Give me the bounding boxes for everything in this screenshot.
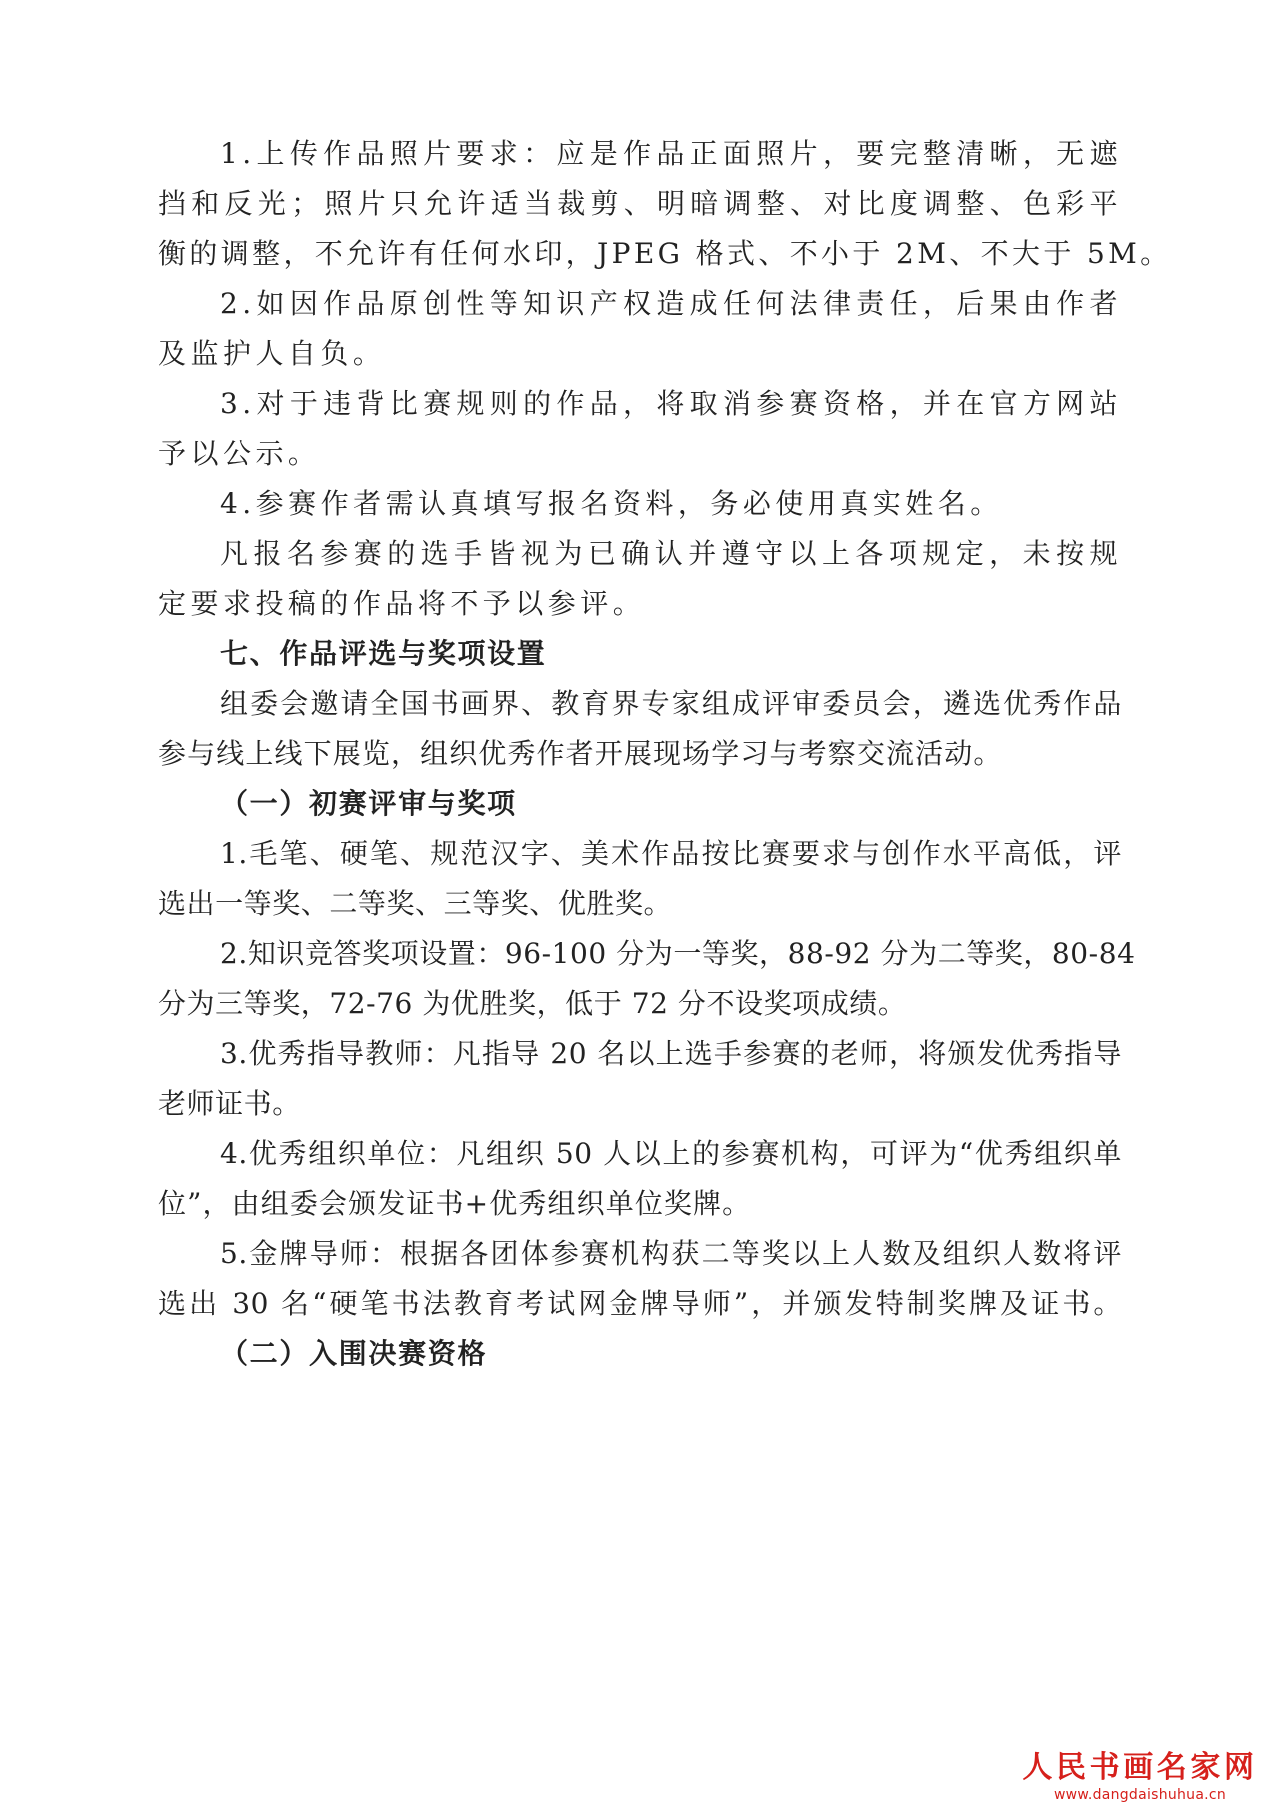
subsection-heading: （二）入围决赛资格 [220,1337,488,1370]
paragraph-line: 挡和反光；照片只允许适当裁剪、明暗调整、对比度调整、色彩平 [158,187,1122,220]
paragraph-line: 分为三等奖，72-76 为优胜奖，低于 72 分不设奖项成绩。 [158,987,907,1020]
paragraph-line: 1.上传作品照片要求：应是作品正面照片，要完整清晰，无遮 [220,137,1122,170]
section-heading: 七、作品评选与奖项设置 [220,637,547,670]
subsection-heading: （一）初赛评审与奖项 [220,787,517,820]
paragraph-line: 凡报名参赛的选手皆视为已确认并遵守以上各项规定，未按规 [220,537,1122,570]
paragraph-line: 3.优秀指导教师：凡指导 20 名以上选手参赛的老师，将颁发优秀指导 [220,1037,1122,1070]
paragraph-line: 1.毛笔、硬笔、规范汉字、美术作品按比赛要求与创作水平高低，评 [220,837,1122,870]
paragraph-line: 2.知识竞答奖项设置：96-100 分为一等奖，88-92 分为二等奖，80-84 [220,937,1136,970]
paragraph-line: 选出一等奖、二等奖、三等奖、优胜奖。 [158,887,673,920]
paragraph-line: 位”，由组委会颁发证书+优秀组织单位奖牌。 [158,1187,752,1220]
watermark-url: www.dangdaishuhua.cn [1053,1787,1227,1803]
site-watermark [1010,1750,1270,1804]
paragraph-line: 及监护人自负。 [158,337,386,370]
paragraph-line: 衡的调整，不允许有任何水印，JPEG 格式、不小于 2M、不大于 5M。 [158,237,1172,270]
paragraph-line: 2.如因作品原创性等知识产权造成任何法律责任，后果由作者 [220,287,1122,320]
paragraph-line: 参与线上线下展览，组织优秀作者开展现场学习与考察交流活动。 [158,737,1003,770]
paragraph-line: 4.参赛作者需认真填写报名资料，务必使用真实姓名。 [220,487,1003,520]
paragraph-line: 5.金牌导师：根据各团体参赛机构获二等奖以上人数及组织人数将评 [220,1237,1122,1270]
paragraph-line: 定要求投稿的作品将不予以参评。 [158,587,646,620]
paragraph-line: 组委会邀请全国书画界、教育界专家组成评审委员会，遴选优秀作品 [220,687,1122,720]
paragraph-line: 老师证书。 [158,1087,301,1120]
paragraph-line: 选出 30 名“硬笔书法教育考试网金牌导师”，并颁发特制奖牌及证书。 [158,1287,1122,1320]
paragraph-line: 3.对于违背比赛规则的作品，将取消参赛资格，并在官方网站 [220,387,1122,420]
watermark-title: 人民书画名家网 [1022,1750,1258,1785]
paragraph-line: 4.优秀组织单位：凡组织 50 人以上的参赛机构，可评为“优秀组织单 [220,1137,1122,1170]
paragraph-line: 予以公示。 [158,437,321,470]
